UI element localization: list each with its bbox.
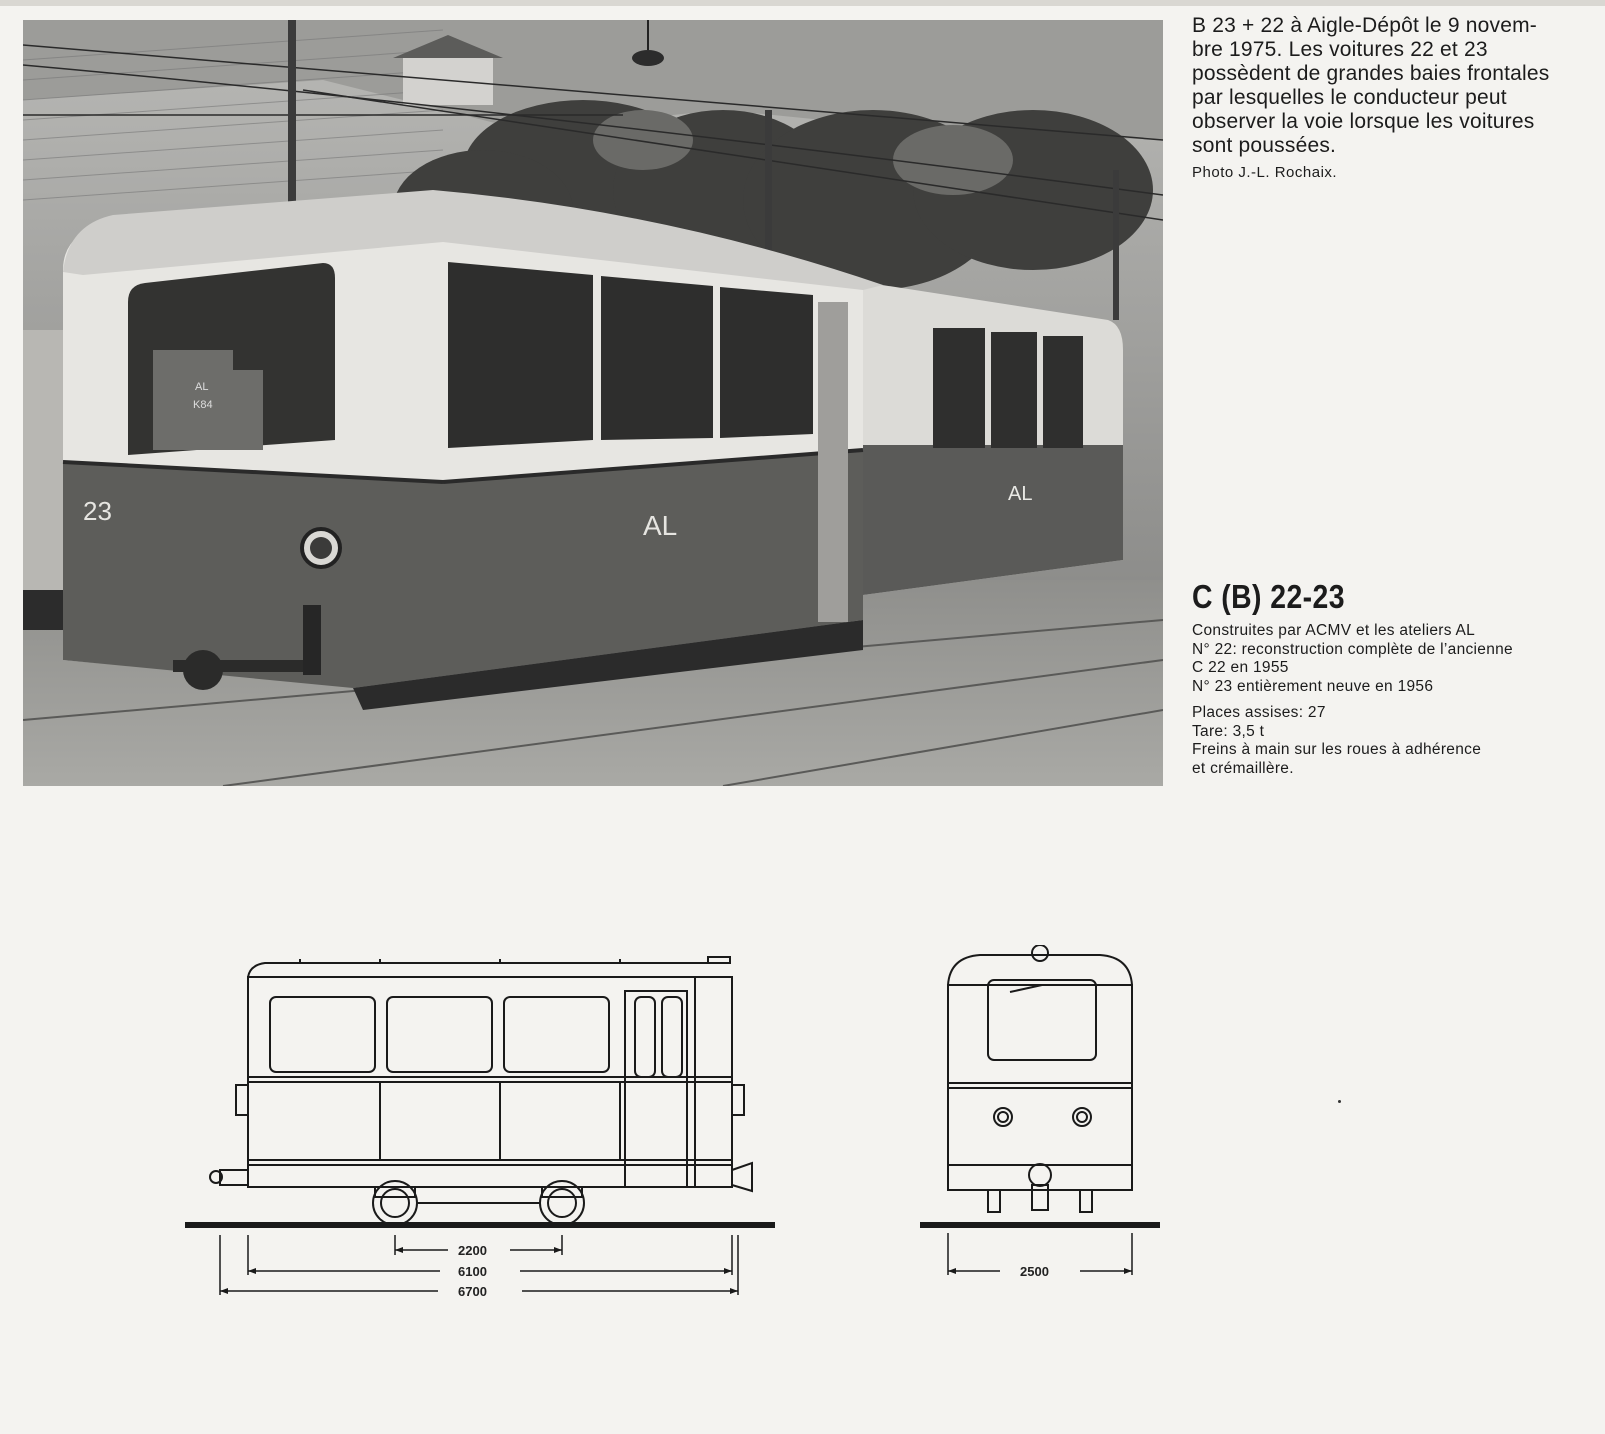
spec-line: N° 23 entièrement neuve en 1956 — [1192, 677, 1434, 695]
dim-wheelbase: 2200 — [458, 1243, 487, 1258]
wagon-mark-1: AL — [195, 381, 209, 393]
spec-line: et crémaillère. — [1192, 759, 1294, 777]
car-mark: AL — [643, 510, 678, 541]
dim-width: 2500 — [1020, 1264, 1049, 1279]
specifications — [1192, 622, 1592, 778]
spec-gap — [1192, 696, 1592, 704]
section-title: C (B) 22-23 — [1192, 578, 1345, 615]
spec-line: Tare: 3,5 t — [1192, 722, 1265, 740]
drawings-svg — [180, 945, 1180, 1305]
side-elevation — [210, 957, 752, 1225]
technical-drawings — [180, 945, 1180, 1305]
spec-line: N° 22: reconstruction complète de l’ancienne — [1192, 640, 1513, 658]
dim-total-length: 6700 — [458, 1284, 487, 1299]
second-car-mark: AL — [1008, 483, 1033, 505]
spec-line: Freins à main sur les roues à adhérence — [1192, 741, 1482, 758]
caption-line: bre 1975. Les voitures 22 et 23 — [1192, 38, 1488, 61]
page-speck — [1338, 1100, 1341, 1103]
tram-car-photo — [23, 20, 1163, 786]
caption-line: possèdent de grandes baies frontales — [1192, 62, 1550, 85]
spec-line: Places assises: 27 — [1192, 704, 1326, 721]
caption-line: par lesquelles le conducteur peut — [1192, 86, 1507, 109]
front-elevation — [948, 945, 1132, 1212]
caption-line: sont poussées. — [1192, 134, 1337, 157]
photo-illustration — [23, 20, 1163, 786]
photo-credit: Photo J.-L. Rochaix. — [1192, 164, 1338, 181]
spec-line: Construites par ACMV et les ateliers AL — [1192, 622, 1476, 639]
car-number: 23 — [83, 496, 112, 526]
page-top-edge — [0, 0, 1605, 6]
dim-body-length: 6100 — [458, 1264, 487, 1279]
caption-line: B 23 + 22 à Aigle-Dépôt le 9 novem- — [1192, 14, 1537, 37]
caption-line: observer la voie lorsque les voitures — [1192, 110, 1535, 133]
spec-line: C 22 en 1955 — [1192, 659, 1289, 676]
photo-caption — [1192, 14, 1592, 158]
wagon-mark-2: K84 — [193, 399, 213, 411]
